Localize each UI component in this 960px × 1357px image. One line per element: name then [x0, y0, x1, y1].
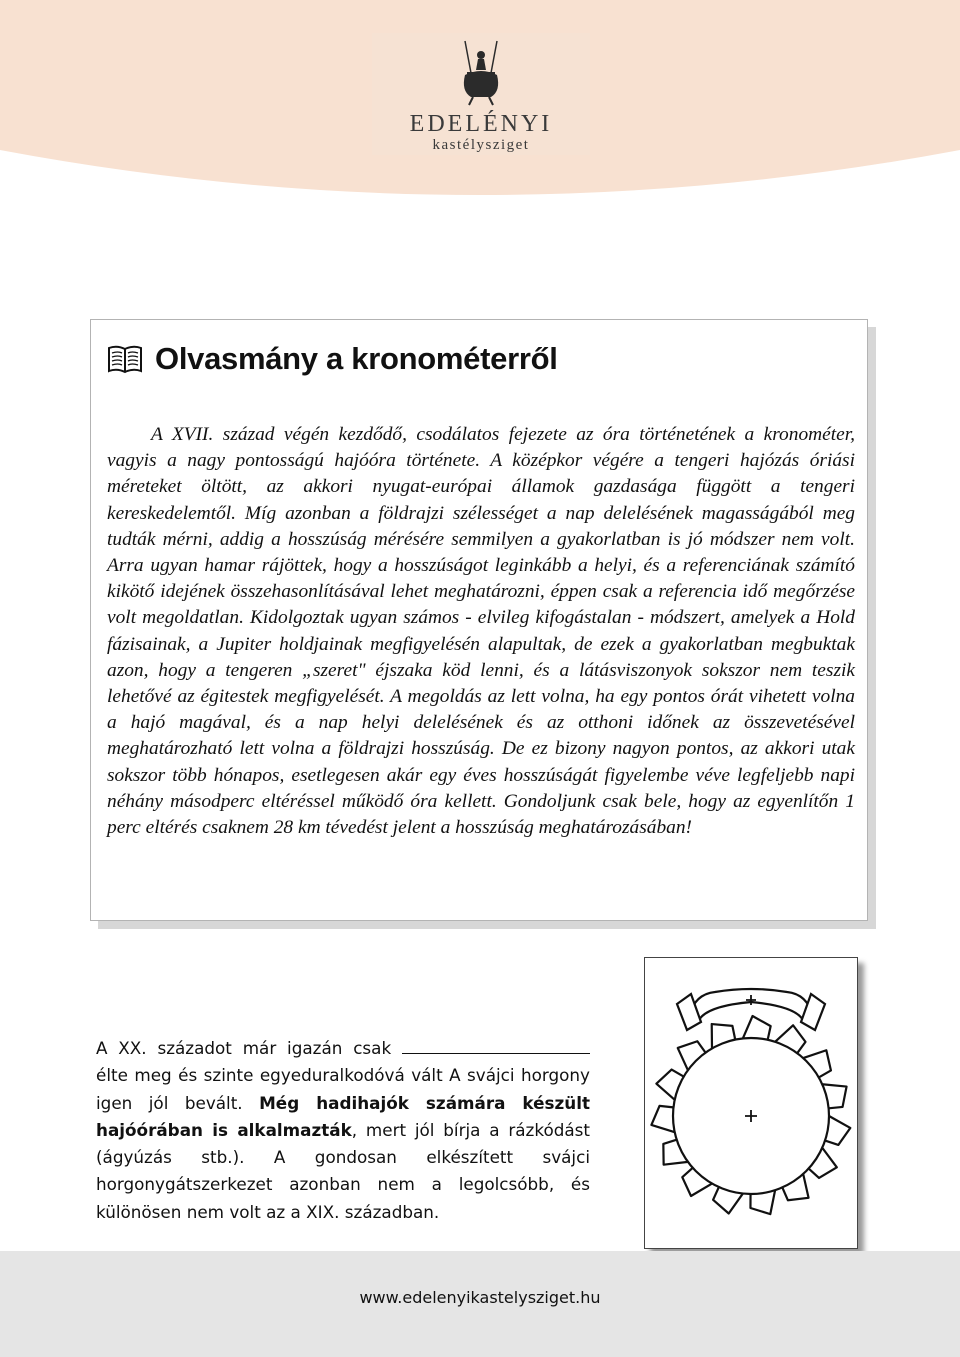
escapement-figure [644, 957, 858, 1249]
exercise-part-3: , mert jól bírja a rázkódást (ágyúzás stb.). A gondosan elkészített svájci horgonygátszerkezet azonban nem a legolcsóbb, és különösen nem volt az a XIX. században. [96, 1119, 590, 1222]
wheel-tooth [743, 1016, 771, 1040]
page-footer [0, 1251, 960, 1357]
exercise-bold: Még hadihajók számára készült hajóórában is alkalmazták [96, 1092, 590, 1140]
reading-title-text: Olvasmány a kronométerről [155, 341, 558, 376]
wheel-tooth [651, 1106, 674, 1132]
reading-title [107, 339, 558, 379]
swing-lady-icon [451, 39, 511, 109]
brand-logo [372, 33, 590, 155]
exercise-part-2: élte meg és szinte egyeduralkodóvá vált A svájci horgony igen jól bevált. [96, 1065, 590, 1113]
escapement-diagram [645, 958, 857, 1248]
brand-name: EDELÉNYI [409, 111, 553, 137]
open-book-icon [107, 344, 143, 374]
footer-url[interactable]: www.edelenyikastelysziget.hu [359, 1288, 601, 1307]
reading-box [90, 319, 868, 921]
brand-subtitle: kastélysziget [432, 137, 530, 153]
exercise-text [96, 1035, 590, 1226]
fill-in-blank[interactable] [402, 1039, 590, 1054]
exercise-part-1: A XX. századot már igazán csak [96, 1038, 392, 1058]
reading-body: A XVII. század végén kezdődő, csodálatos fejezete az óra történetének a kronométer, vagyis a nagy pontosságú hajóóra története. A középkor végére a tengeri hajózás óriási méreteket öltött, az akkori nyugat-európai államok gazdasága függött a tengeri kereskedelemtől. Míg azonban a földrajzi szélességet a nap delelésének magasságából meg tudták mérni, addig a hosszúság mérésére semmilyen a gyakorlatban is jó módszer nem volt. Arra ugyan hamar rájöttek, hogy a hosszúságot leginkább a helyi, és a referenciának számító kikötő idejének összehasonlításával lehet meghatározni, éppen csak a referencia idő megőrzése volt megoldatlan. Kidolgoztak ugyan számos - elvileg kifogástalan - módszert, amelyek a Hold fázisainak, a Jupiter holdjainak megfigyelésén alapultak, de ezek a gyakorlatban megbuktak azon, hogy a tengeren „szeret" éjszaka köd lenni, és a látásviszonyok sokszor nem teszik lehetővé az égitestek megfigyelését. A megoldás az lett volna, ha egy pontos órát vihetett volna a hajó magával, és a nap helyi delelésének és az otthoni időnek az összevetésével meghatározható lett volna a földrajzi hosszúság. De ez bizony nagyon pontos, az akkori utak sokszor több hónapos, esetlegesen akár egy éves hosszúságát figyelembe véve legfeljebb napi néhány másodperc eltéréssel működő óra kellett. Gondoljunk csak bele, hogy az egyenlítőn 1 perc eltérés csaknem 28 km tévedést jelent a hosszúság meghatározásában! [107, 424, 855, 839]
